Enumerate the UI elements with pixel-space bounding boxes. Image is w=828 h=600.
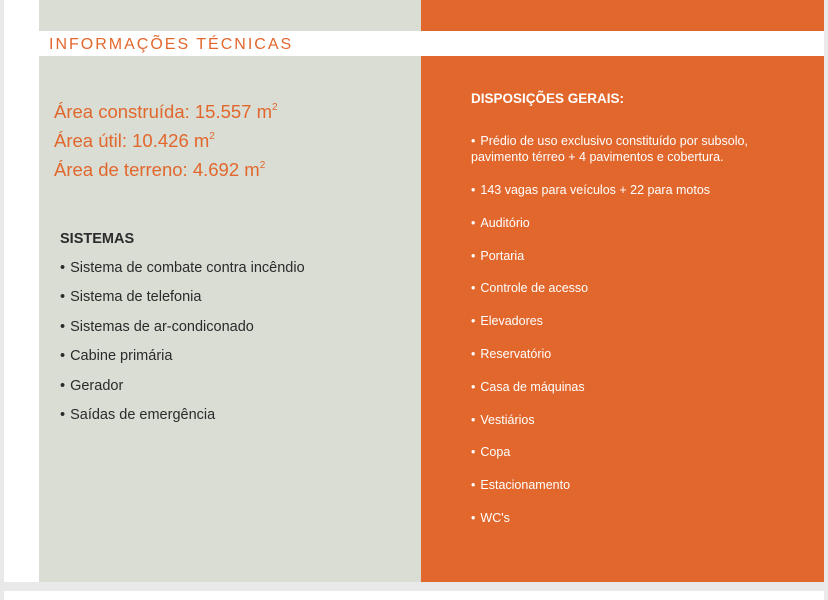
dispositions-heading: DISPOSIÇÕES GERAIS: xyxy=(471,91,625,106)
list-item: • Copa xyxy=(471,445,511,460)
list-item: • Auditório xyxy=(471,215,530,230)
dispositions-list xyxy=(471,182,806,526)
list-item: • 143 vagas para veículos + 22 para motos xyxy=(471,183,711,197)
systems-section xyxy=(60,229,305,434)
list-item: • Sistemas de ar-condiconado xyxy=(60,318,254,335)
list-item: • Controle de acesso xyxy=(471,281,589,296)
list-item: • Casa de máquinas xyxy=(471,379,585,394)
list-item: • WC's xyxy=(471,510,510,525)
next-page-edge xyxy=(4,591,824,600)
list-item: • Portaria xyxy=(471,248,525,263)
systems-heading: SISTEMAS xyxy=(60,231,135,247)
list-item: • Estacionamento xyxy=(471,478,571,493)
land-area: Área de terreno: 4.692 $m^2$ xyxy=(54,159,266,180)
list-item: • Vestiários xyxy=(471,412,535,427)
systems-list xyxy=(60,258,305,425)
area-summary xyxy=(54,97,278,184)
list-item: • Sistema de combate contra incêndio xyxy=(60,260,305,276)
document-page xyxy=(4,0,824,582)
page-title: INFORMAÇÕES TÉCNICAS xyxy=(49,36,294,53)
list-item: • Gerador xyxy=(60,377,124,394)
list-item: • Saídas de emergência xyxy=(60,406,216,423)
dispositions-section xyxy=(471,89,806,543)
list-item: • Prédio de uso exclusivo constituído por subsolo, pavimento térreo + 4 pavimentos e cobertura. xyxy=(471,134,748,164)
useful-area: Área útil: 10.426 $m^2$ xyxy=(54,130,215,151)
list-item: • Cabine primária xyxy=(60,348,173,365)
list-item: • Reservatório xyxy=(471,346,552,361)
list-item: • Sistema de telefonia xyxy=(60,289,202,306)
list-item: • Elevadores xyxy=(471,314,543,329)
built-area: Área construída: 15.557 $m^2$ xyxy=(54,101,278,122)
